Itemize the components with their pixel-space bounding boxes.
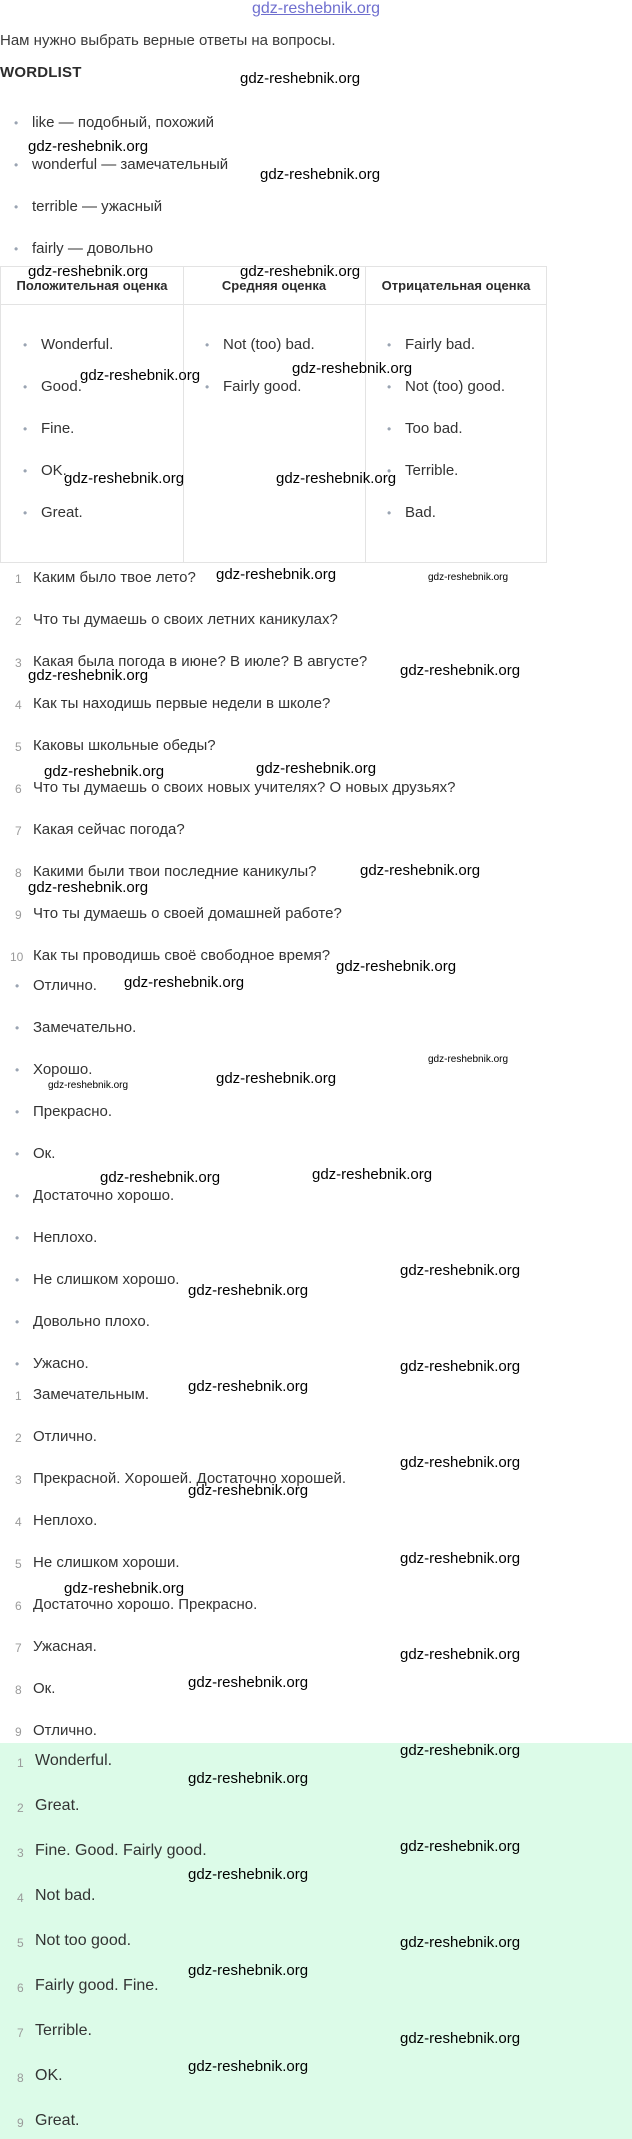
list-item: • Bad.: [405, 504, 436, 521]
item-number: 6: [15, 1599, 22, 1613]
watermark: gdz-reshebnik.org: [124, 974, 245, 991]
item-number: 4: [15, 1515, 22, 1529]
answer-item: Не слишком хороши.: [33, 1554, 180, 1571]
item-number: 3: [17, 1846, 24, 1860]
answer-item: Not bad.: [35, 1887, 96, 1904]
list-item: • Wonderful.: [41, 336, 113, 353]
watermark: gdz-reshebnik.org: [240, 70, 361, 87]
item-number: 1: [17, 1756, 24, 1770]
watermark: gdz-reshebnik.org: [188, 1866, 309, 1883]
list-item: • Terrible.: [405, 462, 458, 479]
watermark: gdz-reshebnik.org: [216, 1070, 337, 1087]
header-neutral: Средняя оценка: [221, 278, 327, 293]
watermark: gdz-reshebnik.org: [188, 1282, 309, 1299]
watermark: gdz-reshebnik.org: [80, 367, 201, 384]
answer-item: Прекрасной. Хорошей. Достаточно хорошей.: [33, 1470, 346, 1487]
wordlist-item: • wonderful — замечательный: [32, 156, 228, 173]
watermark: gdz-reshebnik.org: [188, 1482, 309, 1499]
watermark: gdz-reshebnik.org: [188, 2058, 309, 2075]
watermark: gdz-reshebnik.org: [100, 1169, 221, 1186]
answer-item: Замечательным.: [33, 1386, 150, 1403]
wordlist-item: • like — подобный, похожий: [32, 114, 214, 131]
watermark: gdz-reshebnik.org: [400, 1358, 521, 1375]
list-item: • Good.: [41, 378, 82, 395]
list-item: • Not (too) bad.: [223, 336, 315, 353]
watermark: gdz-reshebnik.org: [336, 958, 457, 975]
list-item: • OK.: [41, 462, 67, 479]
watermark: gdz-reshebnik.org: [360, 862, 481, 879]
watermark: gdz-reshebnik.org: [188, 1770, 309, 1787]
list-item: • Достаточно хорошо.: [33, 1187, 174, 1204]
watermark: gdz-reshebnik.org: [240, 263, 361, 280]
watermark: gdz-reshebnik.org: [428, 572, 509, 583]
item-number: 5: [15, 1557, 22, 1571]
watermark: gdz-reshebnik.org: [428, 1054, 509, 1065]
question-item: Какая сейчас погода?: [33, 821, 185, 838]
question-item: Как ты проводишь своё свободное время?: [33, 947, 331, 964]
column-divider: [183, 267, 184, 562]
question-item: Как ты находишь первые недели в школе?: [33, 695, 331, 712]
watermark: gdz-reshebnik.org: [276, 470, 397, 487]
list-item: • Too bad.: [405, 420, 463, 437]
item-number: 8: [15, 1683, 22, 1697]
item-number: 9: [15, 908, 22, 922]
answer-item: Great.: [35, 2112, 80, 2129]
item-number: 7: [17, 2026, 24, 2040]
list-item: • Not (too) good.: [405, 378, 505, 395]
list-item: • Не слишком хорошо.: [33, 1271, 179, 1288]
watermark: gdz-reshebnik.org: [44, 763, 165, 780]
item-number: 3: [15, 1473, 22, 1487]
item-number: 7: [15, 824, 22, 838]
list-item: • Great.: [41, 504, 83, 521]
list-item: • Отлично.: [33, 977, 97, 994]
rating-table: [0, 266, 547, 563]
item-number: 10: [10, 950, 24, 964]
list-item: • Замечательно.: [33, 1019, 136, 1036]
answer-item: Ужасная.: [33, 1638, 97, 1655]
list-item: • Неплохо.: [33, 1229, 97, 1246]
watermark: gdz-reshebnik.org: [400, 2030, 521, 2047]
watermark: gdz-reshebnik.org: [400, 1838, 521, 1855]
wordlist-item: • fairly — довольно: [32, 240, 153, 257]
watermark: gdz-reshebnik.org: [260, 166, 381, 183]
watermark: gdz-reshebnik.org: [400, 1262, 521, 1279]
watermark: gdz-reshebnik.org: [64, 1580, 185, 1597]
watermark: gdz-reshebnik.org: [400, 1646, 521, 1663]
item-number: 8: [15, 866, 22, 880]
item-number: 4: [15, 698, 22, 712]
item-number: 8: [17, 2071, 24, 2085]
item-number: 9: [17, 2116, 24, 2130]
question-item: Какая была погода в июне? В июле? В августе?: [33, 653, 368, 670]
watermark: gdz-reshebnik.org: [188, 1378, 309, 1395]
answer-item: Great.: [35, 1797, 80, 1814]
wordlist-title: WORDLIST: [0, 64, 82, 81]
item-number: 5: [17, 1936, 24, 1950]
watermark: gdz-reshebnik.org: [64, 470, 185, 487]
watermark: gdz-reshebnik.org: [400, 1550, 521, 1567]
watermark: gdz-reshebnik.org: [312, 1166, 433, 1183]
site-link[interactable]: gdz-reshebnik.org: [251, 0, 381, 17]
answer-item: Достаточно хорошо. Прекрасно.: [33, 1596, 258, 1613]
question-item: Каким было твое лето?: [33, 569, 196, 586]
watermark: gdz-reshebnik.org: [400, 1934, 521, 1951]
watermark: gdz-reshebnik.org: [188, 1962, 309, 1979]
answer-item: Terrible.: [35, 2022, 92, 2039]
list-item: • Ужасно.: [33, 1355, 89, 1372]
wordlist-item: • terrible — ужасный: [32, 198, 162, 215]
answer-item: Отлично.: [33, 1722, 97, 1739]
list-item: • Fine.: [41, 420, 74, 437]
question-item: Что ты думаешь о своей домашней работе?: [33, 905, 342, 922]
list-item: • Fairly bad.: [405, 336, 475, 353]
question-item: Что ты думаешь о своих летних каникулах?: [33, 611, 338, 628]
watermark: gdz-reshebnik.org: [216, 566, 337, 583]
watermark: gdz-reshebnik.org: [28, 263, 149, 280]
item-number: 2: [17, 1801, 24, 1815]
column-divider: [365, 267, 366, 562]
watermark: gdz-reshebnik.org: [28, 138, 149, 155]
answer-item: Fine. Good. Fairly good.: [35, 1842, 207, 1859]
item-number: 1: [15, 1389, 22, 1403]
answer-item: Fairly good. Fine.: [35, 1977, 159, 1994]
list-item: • Ок.: [33, 1145, 55, 1162]
watermark: gdz-reshebnik.org: [188, 1674, 309, 1691]
item-number: 4: [17, 1891, 24, 1905]
header-negative: Отрицательная оценка: [381, 278, 531, 293]
item-number: 6: [15, 782, 22, 796]
item-number: 9: [15, 1725, 22, 1739]
answer-item: OK.: [35, 2067, 63, 2084]
item-number: 6: [17, 1981, 24, 1995]
watermark: gdz-reshebnik.org: [400, 662, 521, 679]
answer-item: Ок.: [33, 1680, 56, 1697]
answer-item: Отлично.: [33, 1428, 97, 1445]
question-item: Что ты думаешь о своих новых учителях? О новых друзьях?: [33, 779, 456, 796]
item-number: 2: [15, 1431, 22, 1445]
question-item: Каковы школьные обеды?: [33, 737, 216, 754]
item-number: 1: [15, 572, 22, 586]
watermark: gdz-reshebnik.org: [28, 879, 149, 896]
answer-item: Not too good.: [35, 1932, 132, 1949]
question-item: Какими были твои последние каникулы?: [33, 863, 317, 880]
watermark: gdz-reshebnik.org: [400, 1742, 521, 1759]
item-number: 5: [15, 740, 22, 754]
item-number: 7: [15, 1641, 22, 1655]
list-item: • Довольно плохо.: [33, 1313, 150, 1330]
watermark: gdz-reshebnik.org: [28, 667, 149, 684]
list-item: • Прекрасно.: [33, 1103, 112, 1120]
header-positive: Положительная оценка: [16, 278, 168, 293]
watermark: gdz-reshebnik.org: [256, 760, 377, 777]
item-number: 3: [15, 656, 22, 670]
watermark: gdz-reshebnik.org: [48, 1080, 129, 1091]
intro-text: Нам нужно выбрать верные ответы на вопросы.: [0, 32, 336, 49]
answer-item: Wonderful.: [35, 1752, 113, 1769]
item-number: 2: [15, 614, 22, 628]
list-item: • Хорошо.: [33, 1061, 92, 1078]
answer-item: Неплохо.: [33, 1512, 98, 1529]
list-item: • Fairly good.: [223, 378, 301, 395]
watermark: gdz-reshebnik.org: [292, 360, 413, 377]
watermark: gdz-reshebnik.org: [400, 1454, 521, 1471]
